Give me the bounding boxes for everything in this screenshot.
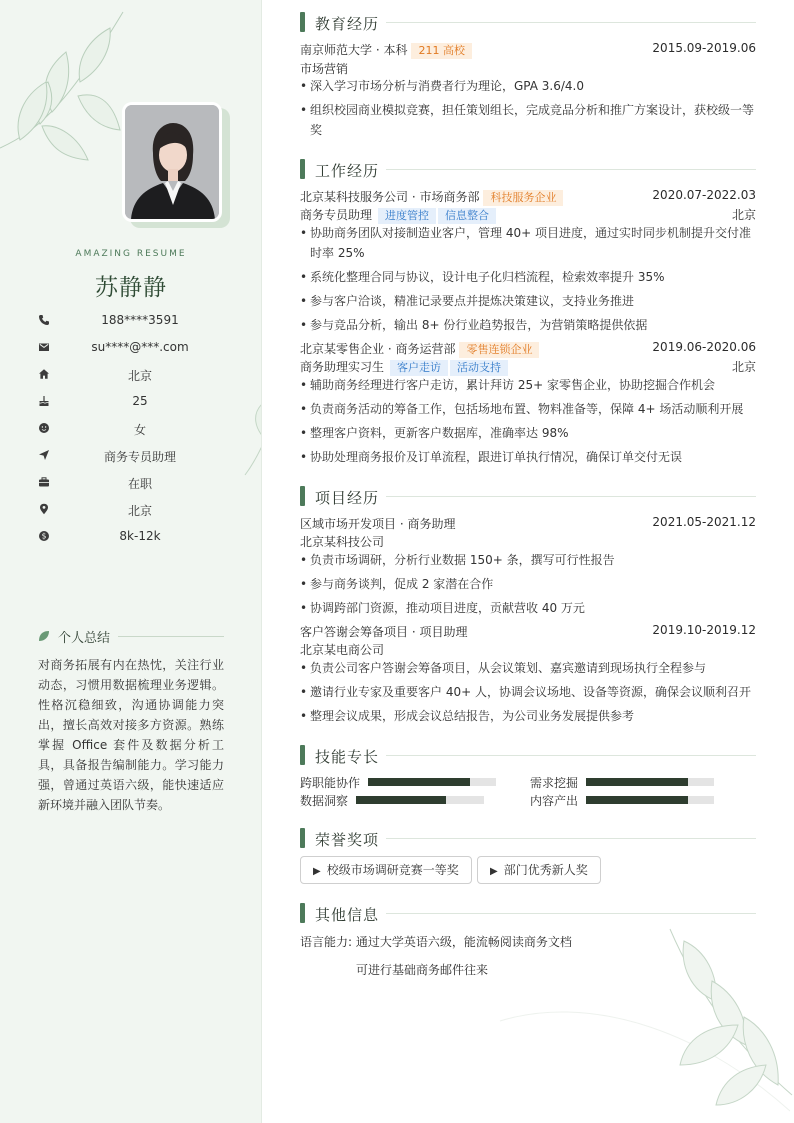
company-tag: 零售连锁企业 — [459, 342, 539, 358]
phone-icon — [38, 314, 50, 326]
job-2-header — [300, 340, 756, 356]
play-icon: ▶ — [313, 866, 321, 877]
education-bullet: • 深入学习市场分析与消费者行为理论，GPA 3.6/4.0 — [300, 76, 756, 96]
job-bullet: • 协助处理商务报价及订单流程，跟进订单执行情况，确保订单交付无误 — [300, 447, 756, 467]
education-bullet: • 组织校园商业模拟竞赛，担任策划组长，完成竞品分析和推广方案设计，获校级一等奖 — [300, 100, 756, 140]
position-value: 商务专员助理 — [103, 450, 176, 464]
job-company: 北京某科技服务公司 · 市场商务部 — [300, 190, 480, 204]
job-2-role — [300, 358, 756, 374]
brand-label: AMAZING RESUME — [75, 249, 187, 259]
skill-item — [530, 792, 730, 808]
section-divider — [386, 169, 756, 170]
section-divider — [386, 22, 756, 23]
section-divider — [386, 755, 756, 756]
project-date: 2019.10-2019.12 — [652, 623, 756, 637]
skill-track — [586, 778, 714, 786]
education-date: 2015.09-2019.06 — [652, 41, 756, 55]
language-row — [300, 933, 756, 949]
language-line: 通过大学英语六级，能流畅阅读商务文档 — [355, 935, 572, 949]
cake-icon — [38, 395, 50, 407]
leaf-decoration-top — [0, 0, 140, 170]
job-bullet: • 辅助商务经理进行客户走访，累计拜访 25+ 家零售企业，协助挖掘合作机会 — [300, 375, 756, 395]
project-name: 区域市场开发项目 · 商务助理 — [300, 517, 456, 531]
project-date: 2021.05-2021.12 — [652, 515, 756, 529]
school-tag: 211 高校 — [411, 43, 472, 59]
job-bullet: • 参与客户洽谈，精准记录要点并提炼决策建议，支持业务推进 — [300, 291, 756, 311]
project-bullet: • 整理会议成果，形成会议总结报告，为公司业务发展提供参考 — [300, 706, 756, 726]
job-city: 北京 — [731, 360, 756, 374]
skill-track — [356, 796, 484, 804]
skill-name: 内容产出 — [530, 794, 579, 808]
section-marker — [300, 828, 305, 848]
skill-tag: 客户走访 — [390, 360, 448, 376]
work-header — [300, 159, 756, 179]
profile-photo — [122, 102, 222, 222]
play-icon: ▶ — [490, 866, 498, 877]
major: 市场营销 — [300, 62, 349, 76]
job-bullet: • 负责商务活动的筹备工作，包括场地布置、物料准备等，保障 4+ 场活动顺利开展 — [300, 399, 756, 419]
skill-tag: 信息整合 — [438, 208, 496, 224]
project-bullet: • 负责公司客户答谢会筹备项目，从会议策划、嘉宾邀请到现场执行全程参与 — [300, 658, 756, 678]
education-row — [300, 41, 756, 57]
job-company: 北京某零售企业 · 商务运营部 — [300, 342, 456, 356]
skill-level-bar — [586, 796, 688, 804]
skill-item — [300, 792, 500, 808]
leaf-decoration-middle — [240, 370, 262, 480]
info-age — [38, 394, 224, 421]
project-bullet: • 参与商务谈判，促成 2 家潜在合作 — [300, 574, 756, 594]
job-1-header — [300, 188, 756, 204]
skill-track — [586, 796, 714, 804]
section-divider — [386, 838, 756, 839]
residence-value: 北京 — [127, 369, 152, 383]
status-value: 在职 — [127, 477, 152, 491]
job-1-role — [300, 206, 756, 222]
city-value: 北京 — [127, 504, 152, 518]
project-1-header — [300, 515, 756, 531]
project-bullet: • 负责市场调研，分析行业数据 150+ 条，撰写可行性报告 — [300, 550, 756, 570]
awards-title: 荣誉奖项 — [315, 831, 380, 849]
salary-value: 8k-12k — [119, 529, 161, 543]
job-bullet: • 系统化整理合同与协议，设计电子化归档流程，检索效率提升 35% — [300, 267, 756, 287]
award-item — [300, 856, 472, 884]
skill-level-bar — [356, 796, 446, 804]
home-icon — [38, 368, 50, 380]
education-header — [300, 12, 756, 32]
skill-name: 数据洞察 — [300, 794, 349, 808]
award-item — [477, 856, 601, 884]
job-date: 2019.06-2020.06 — [652, 340, 756, 354]
section-marker — [300, 12, 305, 32]
info-email — [38, 340, 224, 367]
section-marker — [300, 159, 305, 179]
project-bullet: • 协调跨部门资源，推动项目进度，贡献营收 40 万元 — [300, 598, 756, 618]
project-2-header — [300, 623, 756, 639]
award-label: 部门优秀新人奖 — [503, 863, 588, 877]
projects-header — [300, 486, 756, 506]
award-label: 校级市场调研竞赛一等奖 — [326, 863, 459, 877]
language-line: 可进行基础商务邮件往来 — [356, 963, 489, 977]
info-target-city — [38, 502, 224, 529]
info-gender — [38, 421, 224, 448]
skill-name: 需求挖掘 — [530, 776, 579, 790]
section-marker — [300, 745, 305, 765]
other-header — [300, 903, 756, 923]
job-role: 商务专员助理 — [300, 208, 373, 222]
section-marker — [300, 486, 305, 506]
projects-title: 项目经历 — [315, 489, 380, 507]
project-org: 北京某科技公司 — [300, 535, 385, 549]
svg-text:$: $ — [41, 531, 47, 541]
education-title: 教育经历 — [315, 15, 380, 33]
mail-icon — [38, 341, 50, 353]
sidebar — [0, 0, 262, 1123]
awards-header — [300, 828, 756, 848]
project-org: 北京某电商公司 — [300, 643, 385, 657]
school-name: 南京师范大学 · 本科 — [300, 43, 408, 57]
avatar — [122, 102, 222, 222]
send-icon — [38, 449, 50, 461]
language-label: 语言能力: — [300, 935, 353, 949]
language-row-2 — [300, 961, 756, 977]
candidate-name: 苏静静 — [95, 275, 167, 301]
salary-icon — [38, 530, 50, 542]
gender-value: 女 — [133, 423, 146, 437]
skill-track — [368, 778, 496, 786]
skill-level-bar — [586, 778, 688, 786]
summary-divider — [118, 636, 224, 637]
email-value: su****@***.com — [91, 340, 189, 354]
skills-title: 技能专长 — [315, 748, 380, 766]
skill-item — [300, 774, 500, 790]
info-status — [38, 475, 224, 502]
other-title: 其他信息 — [315, 906, 380, 924]
skill-item — [530, 774, 730, 790]
leaf-decoration-bottom — [494, 925, 794, 1123]
info-target-position — [38, 448, 224, 475]
job-bullet: • 协助商务团队对接制造业客户，管理 40+ 项目进度，通过实时同步机制提升交付准时率 25% — [300, 223, 756, 263]
job-bullet: • 参与竞品分析，输出 8+ 份行业趋势报告，为营销策略提供依据 — [300, 315, 756, 335]
job-bullet: • 整理客户资料，更新客户数据库，准确率达 98% — [300, 423, 756, 443]
section-divider — [386, 913, 756, 914]
info-salary — [38, 529, 224, 556]
leaf-icon — [38, 630, 50, 642]
phone-value: 188****3591 — [101, 313, 179, 327]
major-row — [300, 60, 756, 76]
summary-title: 个人总结 — [58, 631, 111, 646]
summary-text: 对商务拓展有内在热忱，关注行业动态，习惯用数据梳理业务逻辑。性格沉稳细致，沟通协调能力突出，擅长高效对接多方资源。熟练掌握 Office 套件及数据分析工具，具备报告编制能力。学习能力强，曾通过英语六级，能快速适应新环境并融入团队节奏。 — [38, 658, 224, 812]
skills-header — [300, 745, 756, 765]
skill-level-bar — [368, 778, 470, 786]
project-name: 客户答谢会筹备项目 · 项目助理 — [300, 625, 468, 639]
company-tag: 科技服务企业 — [483, 190, 563, 206]
briefcase-icon — [38, 476, 50, 488]
section-marker — [300, 903, 305, 923]
info-phone — [38, 313, 224, 340]
skill-tag: 活动支持 — [450, 360, 508, 376]
section-divider — [386, 496, 756, 497]
age-value: 25 — [132, 394, 148, 408]
project-bullet: • 邀请行业专家及重要客户 40+ 人，协调会议场地、设备等资源，确保会议顺利召开 — [300, 682, 756, 702]
skill-name: 跨职能协作 — [300, 776, 361, 790]
skill-tag: 进度管控 — [378, 208, 436, 224]
job-date: 2020.07-2022.03 — [652, 188, 756, 202]
gender-icon — [38, 422, 50, 434]
summary-header — [38, 627, 224, 645]
info-residence — [38, 367, 224, 394]
project-1-org — [300, 533, 756, 549]
contact-info — [38, 313, 224, 556]
project-2-org — [300, 641, 756, 657]
job-city: 北京 — [731, 208, 756, 222]
work-title: 工作经历 — [315, 162, 380, 180]
job-role: 商务助理实习生 — [300, 360, 385, 374]
location-icon — [38, 503, 50, 515]
